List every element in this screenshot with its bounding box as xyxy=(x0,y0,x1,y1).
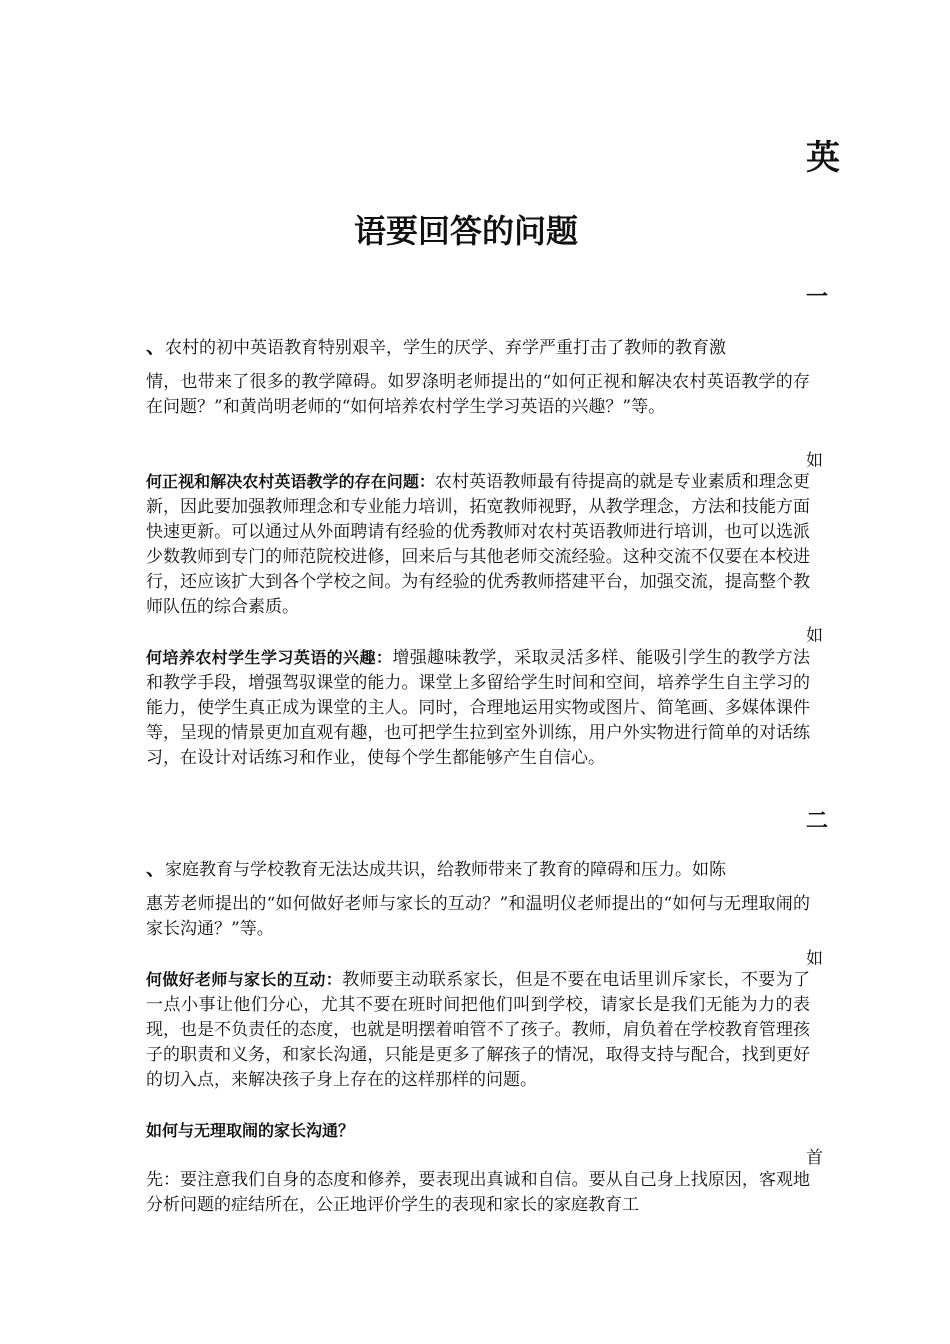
section-2-q1-heading: 何做好老师与家长的互动： xyxy=(146,970,343,989)
section-1-q1-heading: 何正视和解决农村英语教学的存在问题： xyxy=(146,472,435,491)
section-1-q1-paragraph xyxy=(146,469,810,620)
section-1-q2-body: 增强趣味教学，采取灵活多样、能吸引学生的教学方法和教学手段，增强驾驭课堂的能力。课堂上多留给学生时间和空间，培养学生自主学习的能力，使学生真正成为课堂的主人。同时，合理地运用实物或图片、简笔画、多媒体课件等，呈现的情景更加直观有趣，也可把学生拉到室外训练，用户外实物进行简单的对话练习，在设计对话练习和作业，使每个学生都能够产生自信心。 xyxy=(146,648,810,768)
section-2-q2-heading: 如何与无理取闹的家长沟通？ xyxy=(146,1121,355,1140)
title-first-char: 英 xyxy=(806,138,840,178)
section-1-q2-heading: 何培养农村学生学习英语的兴趣： xyxy=(146,648,393,667)
section-2-q2-body: 先：要注意我们自身的态度和修养，要表现出真诚和自信。要从自己身上找原因，客观地分析问题的症结所在，公正地评价学生的表现和家长的家庭教育工 xyxy=(146,1170,810,1215)
section-1-mark: 、 xyxy=(146,336,166,358)
section-2-q2-heading-line xyxy=(146,1118,354,1141)
section-2-mark: 、 xyxy=(146,858,166,880)
section-2-q1-side-char: 如 xyxy=(806,949,823,969)
page-title: 语要回答的问题 xyxy=(354,212,579,250)
section-1-lead-line: 农村的初中英语教育特别艰辛，学生的厌学、弃学严重打击了教师的教育激 xyxy=(165,338,727,358)
section-2-q2-side-char: 首 xyxy=(806,1148,823,1168)
section-1-q1-side-char: 如 xyxy=(806,451,823,471)
section-2-q1-paragraph xyxy=(146,967,810,1093)
section-2-q1-body: 教师要主动联系家长，但是不要在电话里训斥家长，不要为了一点小事让他们分心，尤其不要在班时间把他们叫到学校，请家长是我们无能为力的表现，也是不负责任的态度，也就是明摆着咱管不了孩子。教师，肩负着在学校教育管理孩子的职责和义务，和家长沟通，只能是更多了解孩子的情况，取得支持与配合，找到更好的切入点，来解决孩子身上存在的这样那样的问题。 xyxy=(146,970,810,1090)
section-1-lead-rest: 情，也带来了很多的教学障碍。如罗涤明老师提出的“如何正视和解决农村英语教学的存在问题？”和黄尚明老师的“如何培养农村学生学习英语的兴趣？”等。 xyxy=(146,372,810,417)
section-1-q2-side-char: 如 xyxy=(806,626,823,646)
section-2-lead-line: 家庭教育与学校教育无法达成共识，给教师带来了教育的障碍和压力。如陈 xyxy=(165,860,727,880)
section-1-q2-paragraph xyxy=(146,645,810,771)
section-1-lead xyxy=(146,332,726,359)
section-2-lead xyxy=(146,854,726,881)
section-1-q1-body: 农村英语教师最有待提高的就是专业素质和理念更新，因此要加强教师理念和专业能力培训，拓宽教师视野，从教学理念，方法和技能方面快速更新。可以通过从外面聘请有经验的优秀教师对农村英语教师进行培训，也可以选派少数教师到专门的师范院校进修，回来后与其他老师交流经验。这种交流不仅要在本校进行，还应该扩大到各个学校之间。为有经验的优秀教师搭建平台，加强交流，提高整个教师队伍的综合素质。 xyxy=(146,472,810,617)
section-number-2: 二 xyxy=(806,809,829,834)
section-number-1: 一 xyxy=(806,285,829,310)
section-2-lead-rest: 惠芳老师提出的“如何做好老师与家长的互动？”和温明仪老师提出的“如何与无理取闹的家长沟通？”等。 xyxy=(146,894,810,939)
